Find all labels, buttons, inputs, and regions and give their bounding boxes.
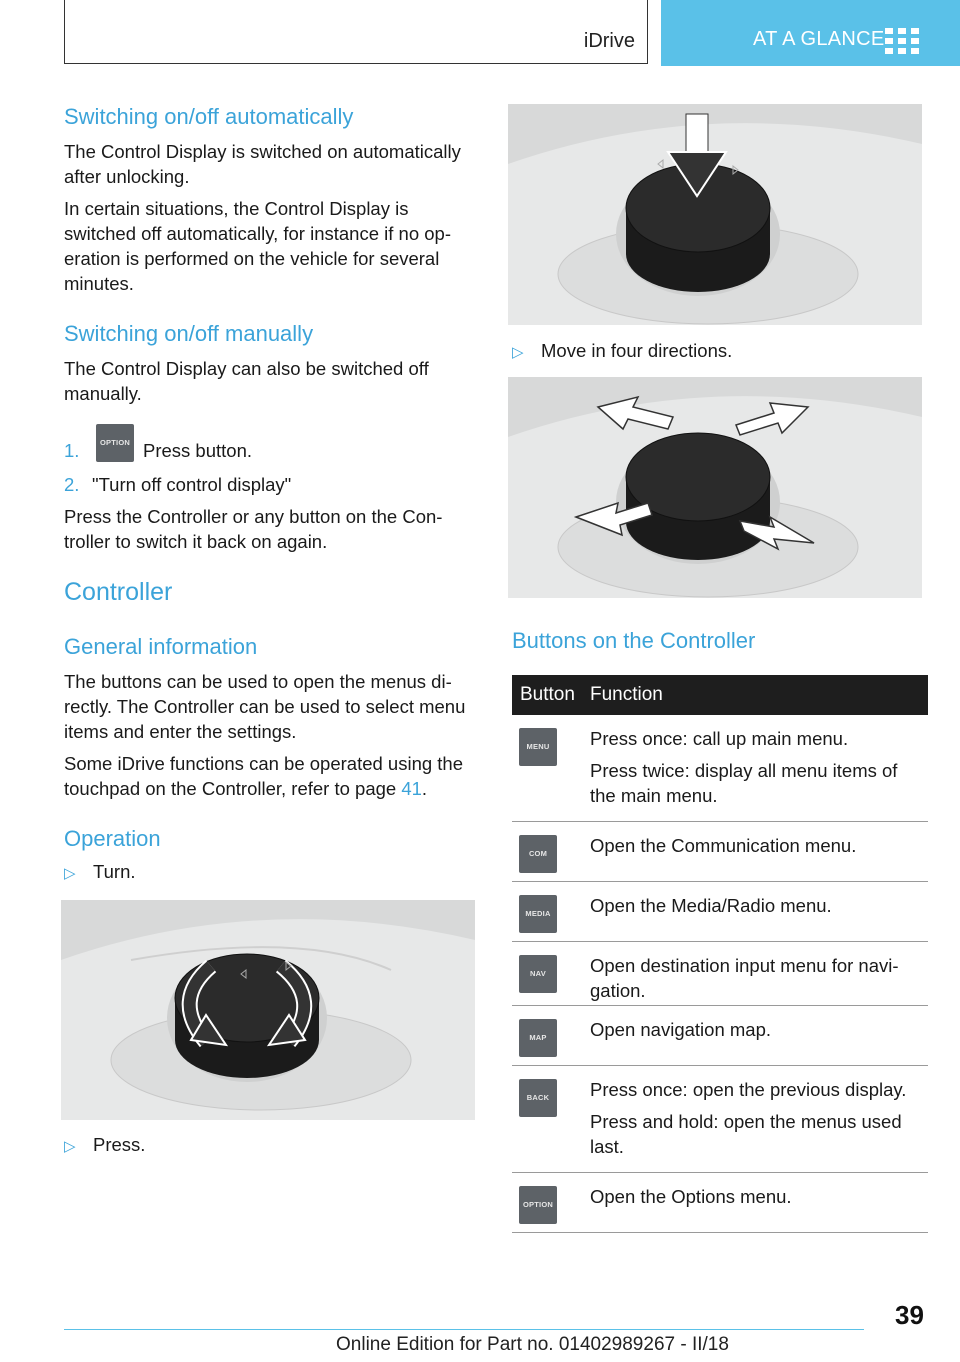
general-paragraph-2-text: Some iDrive functions can be operated using the touchpad on the Controller, refer to page	[64, 753, 464, 799]
bullet-turn	[64, 861, 136, 883]
buttons-table	[512, 675, 928, 1233]
heading-general-information: General information	[64, 634, 258, 659]
heading-switching-auto: Switching on/off automatically	[64, 104, 354, 129]
bullet-move	[512, 340, 732, 362]
table-cell-text: Open the Communication menu.	[590, 835, 857, 856]
table-header-function: Function	[590, 684, 663, 705]
footer-edition: Online Edition for Part no. 01402989267 - II/18	[336, 1334, 729, 1355]
general-paragraph-2-end: .	[421, 778, 428, 799]
option-button-icon: OPTION	[96, 424, 134, 462]
table-row	[512, 942, 928, 1006]
table-cell-text: Press once: open the previous display.	[590, 1079, 907, 1100]
header-chapter: iDrive	[583, 30, 635, 52]
table-cell-text: Press and hold: open the menus used last.	[590, 1111, 902, 1157]
header-section-tab	[661, 0, 960, 66]
bullet-press	[64, 1134, 145, 1156]
heading-buttons-on-controller: Buttons on the Controller	[512, 628, 756, 653]
table-row	[512, 1006, 928, 1066]
table-header	[512, 675, 928, 715]
page-reference-link[interactable]: 41	[401, 778, 422, 799]
controller-move-illustration	[508, 377, 922, 598]
step-1	[64, 440, 92, 462]
nav-button-icon: NAV	[519, 955, 557, 993]
heading-controller: Controller	[64, 578, 173, 606]
step-2	[64, 474, 291, 496]
step-2-text: "Turn off control display"	[92, 474, 292, 495]
step-1-text: Press button.	[143, 440, 253, 461]
page-number: 39	[895, 1300, 924, 1330]
header-chapter-box	[64, 0, 648, 64]
table-cell-text: Open the Options menu.	[590, 1186, 792, 1207]
table-header-button: Button	[520, 684, 575, 705]
table-row	[512, 882, 928, 942]
auto-paragraph-1: The Control Display is switched on automatically after unlocking.	[64, 141, 461, 187]
table-row	[512, 715, 928, 822]
manual-paragraph: The Control Display can also be switched off manually.	[64, 358, 429, 404]
manual-paragraph-2: Press the Controller or any button on the Con- troller to switch it back on again.	[64, 506, 443, 552]
com-button-icon: COM	[519, 835, 557, 873]
table-row	[512, 822, 928, 882]
heading-switching-manual: Switching on/off manually	[64, 321, 314, 346]
media-button-icon: MEDIA	[519, 895, 557, 933]
step-2-number: 2.	[64, 474, 80, 495]
bullet-icon: ▷	[512, 344, 524, 361]
header-section: AT A GLANCE	[753, 28, 885, 50]
grid-icon	[885, 28, 921, 54]
table-row	[512, 1173, 928, 1233]
back-button-icon: BACK	[519, 1079, 557, 1117]
general-paragraph-2	[64, 751, 484, 801]
table-row	[512, 1066, 928, 1173]
table-cell-text: Open the Media/Radio menu.	[590, 895, 832, 916]
table-cell-text: Press once: call up main menu.	[590, 728, 849, 749]
table-cell-text: Open destination input menu for navi- gation.	[590, 955, 899, 1001]
controller-turn-illustration	[61, 900, 475, 1120]
table-cell-text: Open navigation map.	[590, 1019, 772, 1040]
step-1-number: 1.	[64, 440, 80, 461]
table-cell-text: Press twice: display all menu items of the main menu.	[590, 760, 898, 806]
menu-button-icon: MENU	[519, 728, 557, 766]
controller-press-illustration	[508, 104, 922, 325]
bullet-icon: ▷	[64, 1138, 76, 1155]
map-button-icon: MAP	[519, 1019, 557, 1057]
bullet-press-text: Press.	[93, 1134, 146, 1155]
auto-paragraph-2: In certain situations, the Control Display is switched off automatically, for instance if no op- eration is performed on the vehicle for several minutes.	[64, 198, 451, 294]
bullet-turn-text: Turn.	[93, 861, 136, 882]
bullet-move-text: Move in four directions.	[541, 340, 733, 361]
heading-operation: Operation	[64, 826, 161, 851]
bullet-icon: ▷	[64, 865, 76, 882]
footer-divider	[64, 1329, 864, 1330]
general-paragraph-1: The buttons can be used to open the menus di- rectly. The Controller can be used to select menu items and enter the settings.	[64, 671, 466, 742]
option-button-icon: OPTION	[519, 1186, 557, 1224]
